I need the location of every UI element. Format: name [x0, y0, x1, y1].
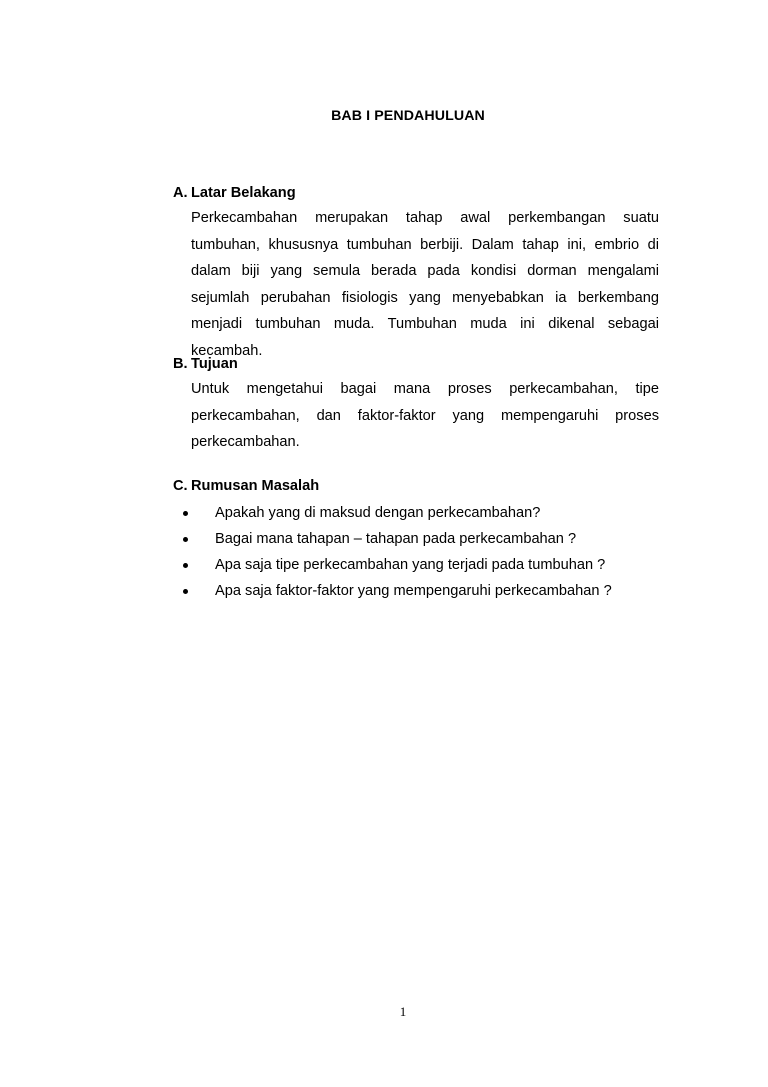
bullet-icon — [183, 563, 188, 568]
section-tujuan — [173, 352, 659, 456]
section-heading — [173, 474, 659, 498]
bullet-icon — [183, 537, 188, 542]
section-letter: A. — [173, 185, 188, 201]
list-item — [173, 526, 659, 552]
bullet-icon — [183, 589, 188, 594]
bullet-icon — [183, 511, 188, 516]
list-item-text: Bagai mana tahapan – tahapan pada perkecambahan ? — [215, 531, 577, 547]
section-title: Tujuan — [191, 356, 238, 372]
list-item-text: Apakah yang di maksud dengan perkecambahan? — [215, 505, 541, 521]
list-item — [173, 552, 659, 578]
section-rumusan-masalah — [173, 474, 659, 604]
section-latar-belakang — [173, 181, 659, 364]
section-paragraph: Perkecambahan merupakan tahap awal perkembangan suatu tumbuhan, khususnya tumbuhan berbiji. Dalam tahap ini, embrio di dalam biji yang semula berada pada kondisi dorman mengalami sejumlah perubahan fisiologis yang menyebabkan ia berkembang menjadi tumbuhan muda. Tumbuhan muda ini dikenal sebagai kecambah. — [191, 210, 659, 359]
question-list — [173, 500, 659, 604]
section-letter: C. — [173, 478, 188, 494]
section-title: Latar Belakang — [191, 185, 296, 201]
list-item-text: Apa saja tipe perkecambahan yang terjadi pada tumbuhan ? — [215, 557, 606, 573]
section-letter: B. — [173, 356, 188, 372]
section-heading — [173, 352, 659, 376]
section-paragraph: Untuk mengetahui bagai mana proses perkecambahan, tipe perkecambahan, dan faktor-faktor yang mempengaruhi proses perkecambahan. — [191, 381, 659, 450]
page-number: 1 — [399, 1004, 407, 1019]
section-title: Rumusan Masalah — [191, 478, 320, 494]
list-item — [173, 500, 659, 526]
list-item — [173, 578, 659, 604]
chapter-title: BAB I PENDAHULUAN — [331, 108, 485, 124]
list-item-text: Apa saja faktor-faktor yang mempengaruhi perkecambahan ? — [215, 583, 612, 599]
section-heading — [173, 181, 659, 205]
